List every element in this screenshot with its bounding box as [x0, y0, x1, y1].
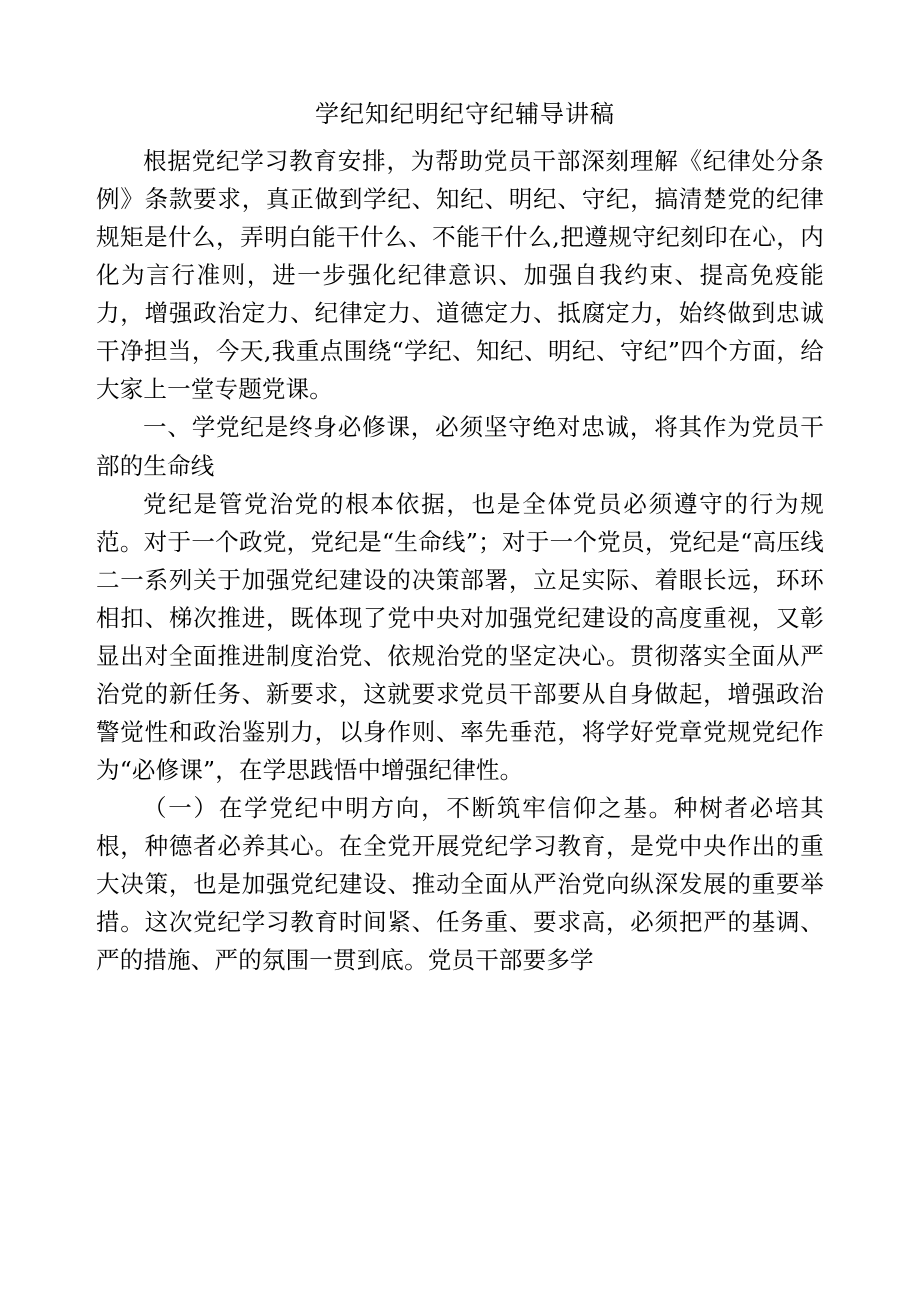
paragraph-intro: 根据党纪学习教育安排，为帮助党员干部深刻理解《纪律处分条例》条款要求，真正做到学纪、知纪、明纪、守纪，搞清楚党的纪律规矩是什么，弄明白能干什么、不能干什么,把遵规守纪刻印在心，内化为言行准则，进一步强化纪律意识、加强自我约束、提高免疫能力，增强政治定力、纪律定力、道德定力、抵腐定力，始终做到忠诚干净担当，今天,我重点围绕“学纪、知纪、明纪、守纪”四个方面，给大家上一堂专题党课。: [96, 147, 824, 404]
page-title: 学纪知纪明纪守纪辅导讲稿: [315, 100, 615, 128]
paragraph-subsection-one: （一）在学党纪中明方向，不断筑牢信仰之基。种树者必培其根，种德者必养其心。在全党开展党纪学习教育，是党中央作出的重大决策，也是加强党纪建设、推动全面从严治党向纵深发展的重要举措。这次党纪学习教育时间紧、任务重、要求高，必须把严的基调、严的措施、严的氛围一贯到底。党员干部要多学: [96, 794, 824, 975]
section-heading-one: 一、学党纪是终身必修课，必须坚守绝对忠诚，将其作为党员干部的生命线: [96, 413, 824, 480]
paragraph-section-one-body: 党纪是管党治党的根本依据，也是全体党员必须遵守的行为规范。对于一个政党，党纪是“生命线”；对于一个党员，党纪是“高压线二一系列关于加强党纪建设的决策部署，立足实际、着眼长远，环环相扣、梯次推进，既体现了党中央对加强党纪建设的高度重视，又彰显出对全面推进制度治党、依规治党的坚定决心。贯彻落实全面从严治党的新任务、新要求，这就要求党员干部要从自身做起，增强政治警觉性和政治鉴别力，以身作则、率先垂范，将学好党章党规党纪作为“必修课”，在学思践悟中增强纪律性。: [96, 489, 824, 784]
